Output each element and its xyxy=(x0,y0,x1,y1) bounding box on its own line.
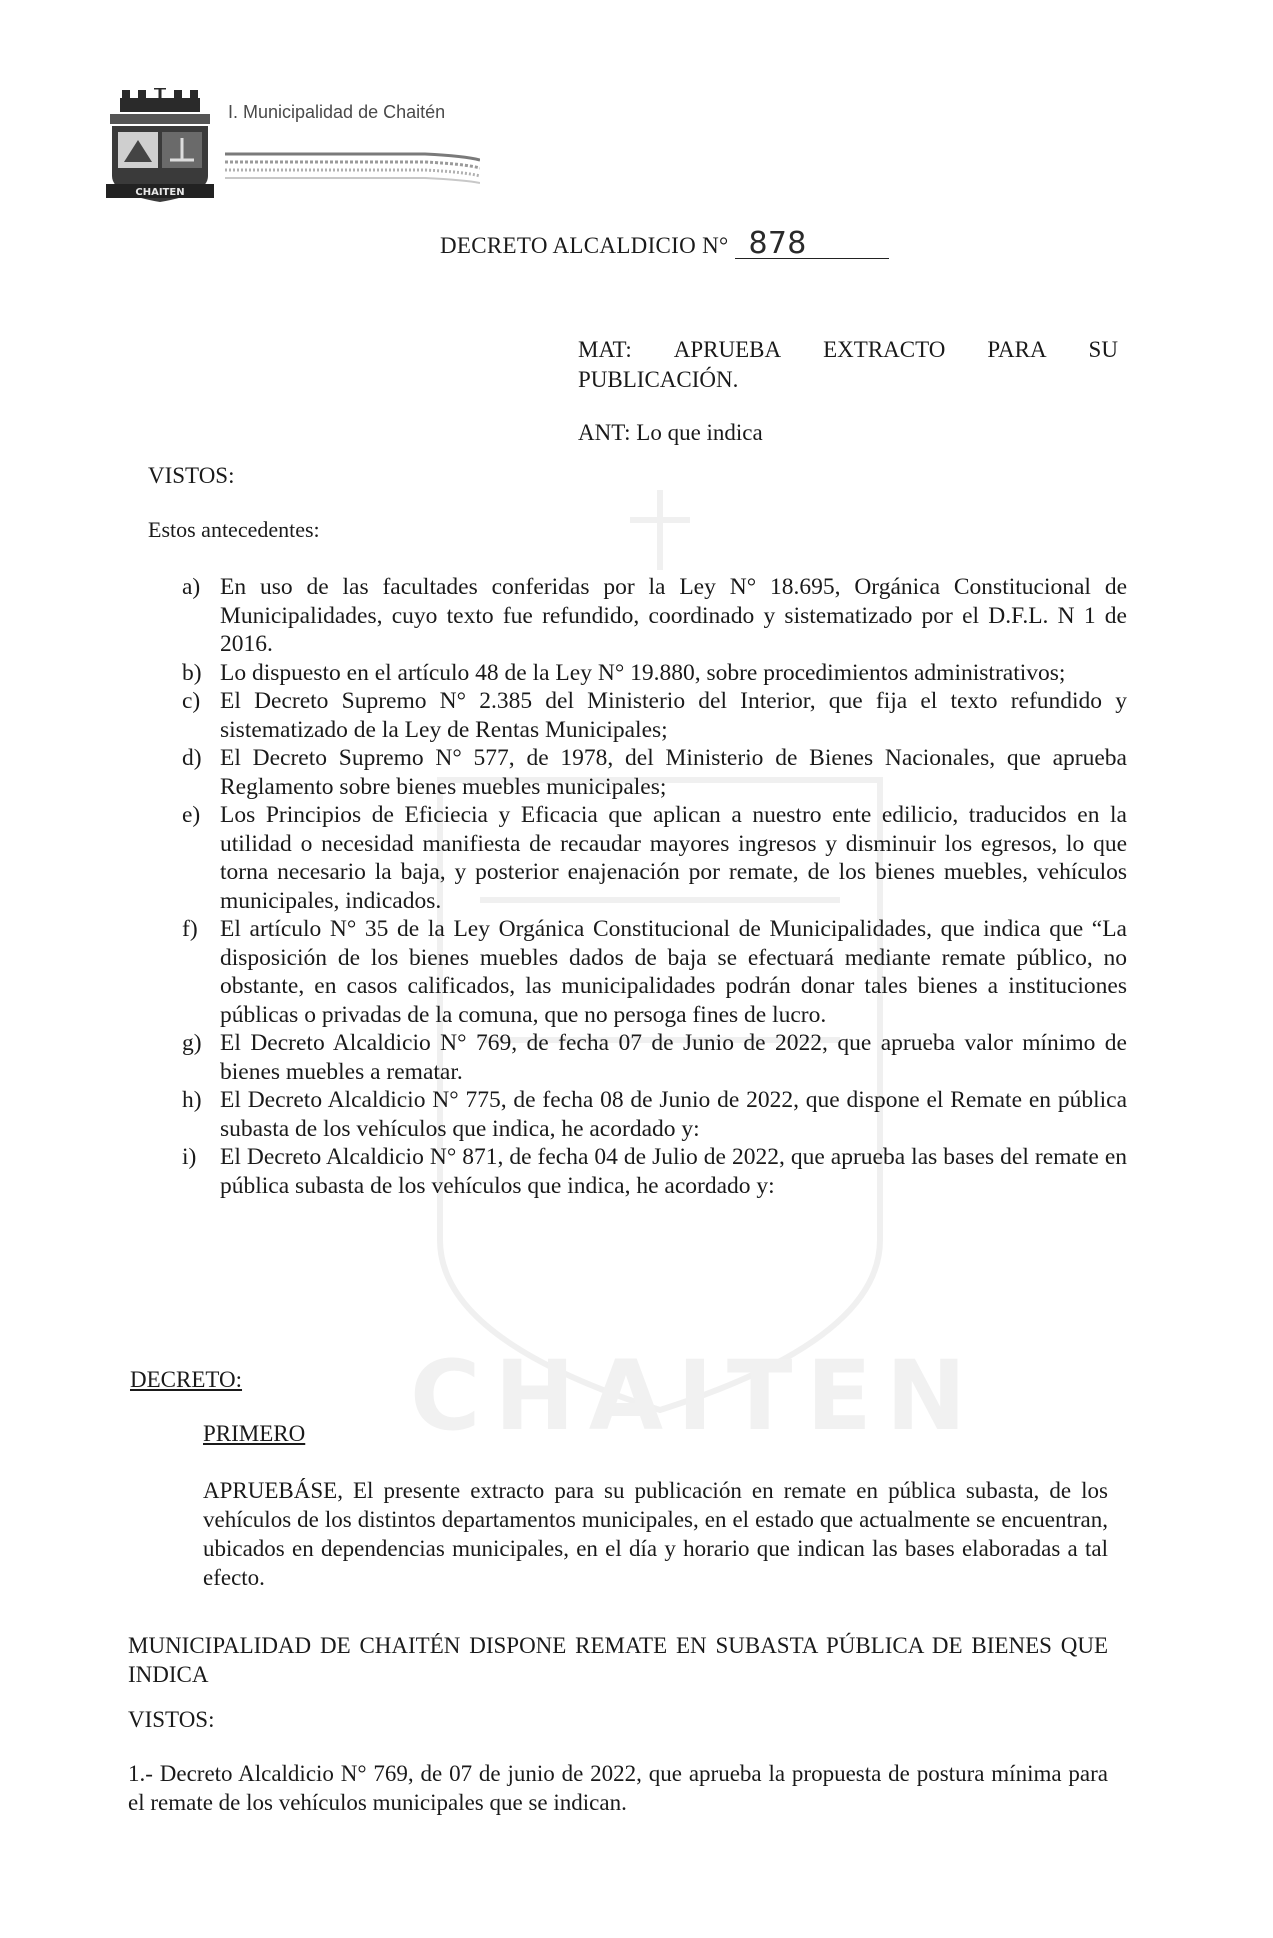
item-letter: b) xyxy=(182,659,202,686)
list-item xyxy=(182,1086,1127,1143)
item-letter: e) xyxy=(182,802,201,828)
subject-line-2: PUBLICACIÓN. xyxy=(578,367,739,392)
list-item xyxy=(182,659,1127,688)
item-letter: i) xyxy=(182,1144,197,1170)
decree-title xyxy=(440,226,889,261)
municipality-name: I. Municipalidad de Chaitén xyxy=(228,102,446,122)
primero-heading: PRIMERO xyxy=(203,1421,306,1446)
list-item xyxy=(182,915,1127,1029)
subject-word: APRUEBA xyxy=(673,337,782,362)
item-letter: f) xyxy=(182,916,198,942)
antecedent-line: ANT: Lo que indica xyxy=(578,420,763,445)
visto-item-1: 1.- Decreto Alcaldicio N° 769, de 07 de junio de 2022, que aprueba la propuesta de postura mínima para el remate de los vehículos municipales que se indican. xyxy=(128,1761,1108,1815)
item-letter: d) xyxy=(182,745,202,771)
list-item xyxy=(182,801,1127,915)
item-text: El Decreto Alcaldicio N° 769, de fecha 07 de Junio de 2022, que aprueba valor mínimo de bienes muebles a rematar. xyxy=(220,1030,1127,1085)
decreto-heading: DECRETO: xyxy=(130,1367,243,1392)
decree-number-handwritten: 878 xyxy=(735,230,889,259)
watermark-text: CHAITEN xyxy=(410,1340,981,1452)
item-text: Lo dispuesto en el artículo 48 de la Ley N° 19.880, sobre procedimientos administrativos; xyxy=(220,659,1066,686)
list-item xyxy=(182,744,1127,801)
list-item xyxy=(182,687,1127,744)
item-text: El artículo N° 35 de la Ley Orgánica Constitucional de Municipalidades, que indica que “La disposición de los bienes muebles dados de baja se efectuará mediante remate público, no obstante, en casos calificados, las municipalidades podrán donar tales bienes a instituciones públicas o privadas de la comuna, que no persoga fines de lucro. xyxy=(220,916,1127,1028)
item-letter: h) xyxy=(182,1087,202,1113)
vistos-heading: VISTOS: xyxy=(148,463,235,488)
municipality-logo xyxy=(100,88,220,208)
header-decorative-bars xyxy=(225,150,480,184)
logo-text: CHAITEN xyxy=(135,187,185,198)
subject-word: EXTRACTO xyxy=(823,337,946,362)
subject-line-1 xyxy=(578,335,1118,365)
announcement-heading: MUNICIPALIDAD DE CHAITÉN DISPONE REMATE EN SUBASTA PÚBLICA DE BIENES QUE INDICA xyxy=(128,1633,1108,1687)
subject-word: SU xyxy=(1088,337,1118,362)
item-letter: a) xyxy=(182,574,201,600)
list-item xyxy=(182,1029,1127,1086)
item-text: El Decreto Alcaldicio N° 775, de fecha 08 de Junio de 2022, que dispone el Remate en pública subasta de los vehículos que indica, he acordado y: xyxy=(220,1087,1127,1142)
primero-paragraph: APRUEBÁSE, El presente extracto para su publicación en remate en pública subasta, de los vehículos de los distintos departamentos municipales, en el estado que actualmente se encuentran, ubicados en dependencias municipales, en el día y horario que indican las bases elaboradas a tal efecto. xyxy=(203,1478,1108,1590)
item-text: Los Principios de Eficiecia y Eficacia que aplican a nuestro ente edilicio, traducidos en la utilidad o necesidad manifiesta de recaudar mayores ingresos y disminuir los egresos, lo que torna necesario la baja, y posterior enajenación por remate, de los bienes muebles, vehículos municipales, indicados. xyxy=(220,802,1127,914)
list-item xyxy=(182,1143,1127,1200)
item-letter: g) xyxy=(182,1030,202,1056)
considerations-list xyxy=(182,573,1127,1200)
item-text: El Decreto Supremo N° 577, de 1978, del Ministerio de Bienes Nacionales, que aprueba Reglamento sobre bienes muebles municipales; xyxy=(220,745,1127,800)
list-item xyxy=(182,573,1127,659)
item-text: En uso de las facultades conferidas por la Ley N° 18.695, Orgánica Constitucional de Municipalidades, cuyo texto fue refundido, coordinado y sistematizado por el D.F.L. N 1 de 2016. xyxy=(220,574,1127,657)
item-text: El Decreto Alcaldicio N° 871, de fecha 04 de Julio de 2022, que aprueba las bases del remate en pública subasta de los vehículos que indica, he acordado y: xyxy=(220,1144,1127,1199)
antecedentes-intro: Estos antecedentes: xyxy=(148,517,320,542)
item-letter: c) xyxy=(182,688,201,714)
subject-word: MAT: xyxy=(578,337,632,362)
subject-word: PARA xyxy=(987,337,1047,362)
decree-title-label: DECRETO ALCALDICIO N° xyxy=(440,233,729,258)
subject-block xyxy=(578,335,1118,395)
item-text: El Decreto Supremo N° 2.385 del Ministerio del Interior, que fija el texto refundido y sistematizado de la Ley de Rentas Municipales; xyxy=(220,688,1127,743)
vistos-heading-2: VISTOS: xyxy=(128,1707,215,1732)
